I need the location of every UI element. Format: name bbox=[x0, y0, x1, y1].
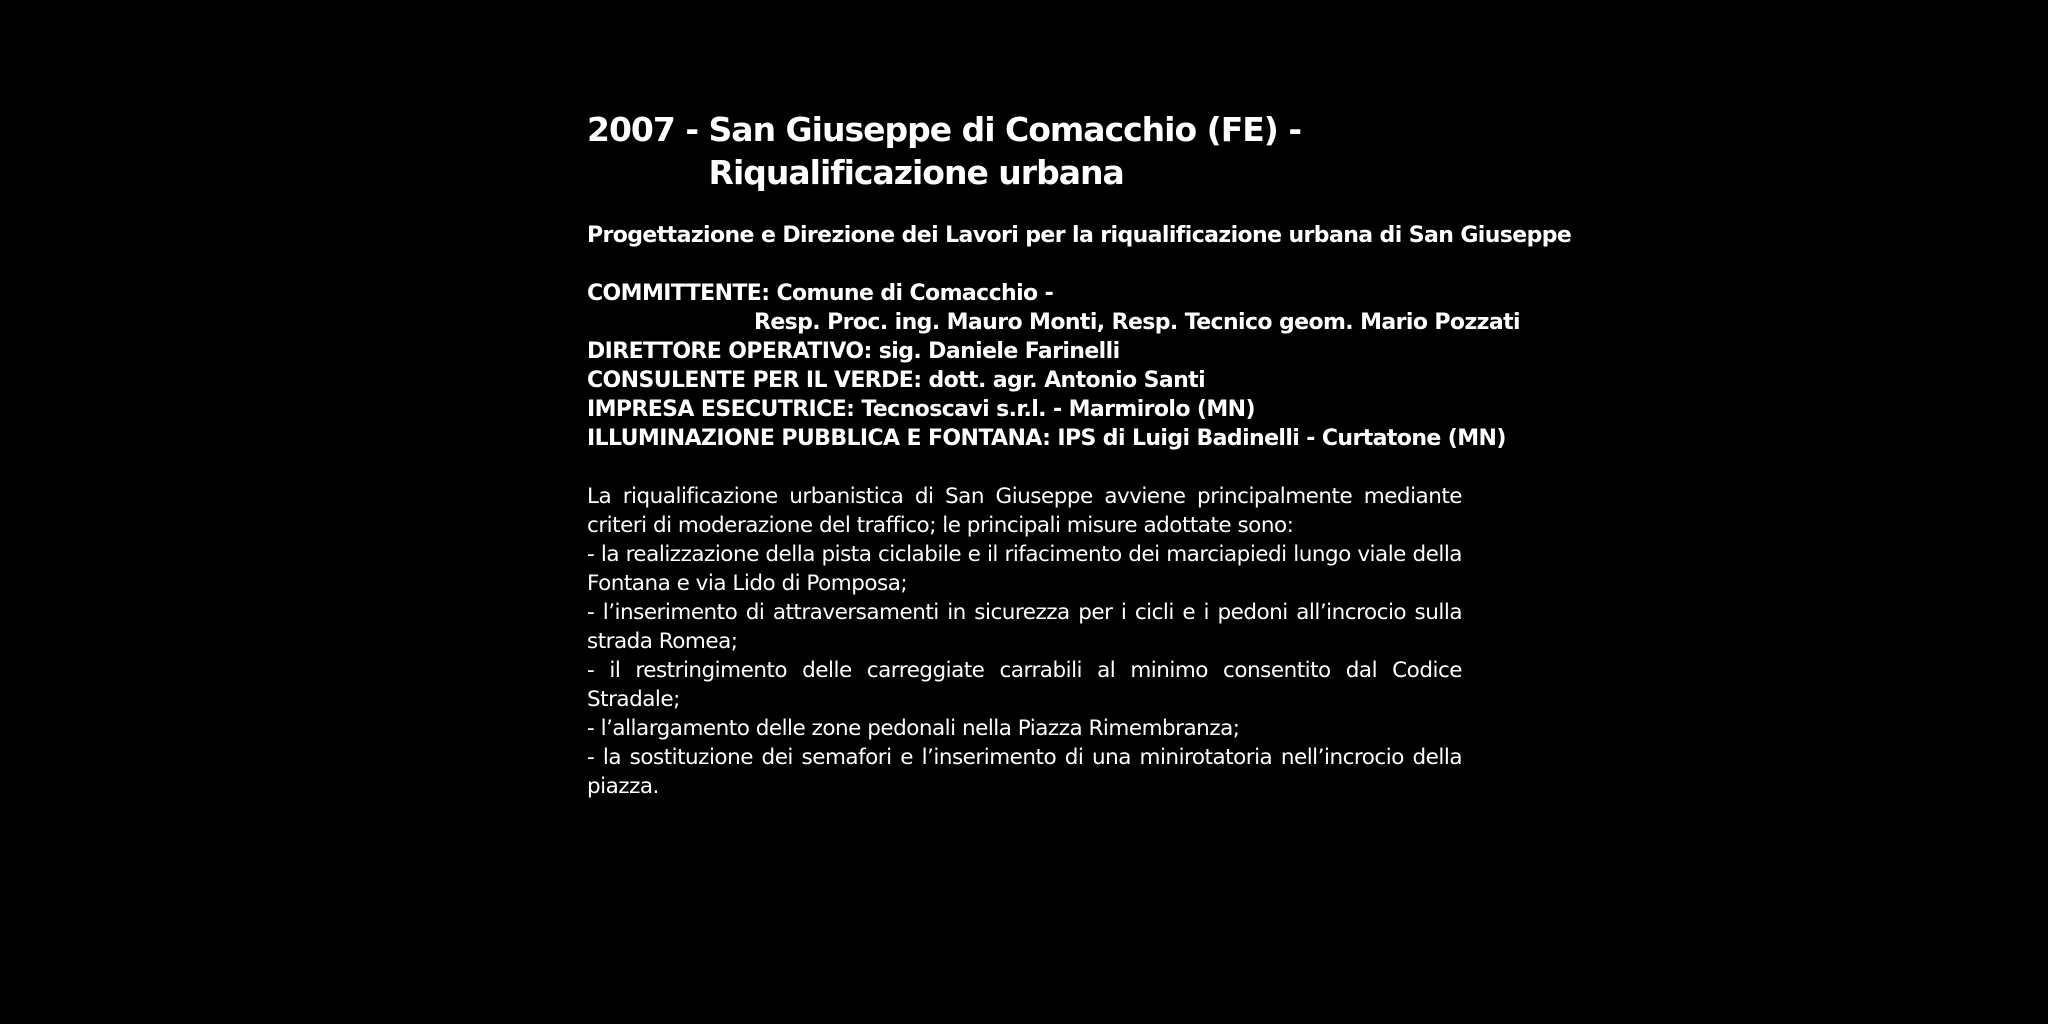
description-item: - l’allargamento delle zone pedonali nella Piazza Rimembranza; bbox=[587, 716, 1240, 741]
title-main bbox=[709, 108, 1302, 194]
credit-direttore: DIRETTORE OPERATIVO: sig. Daniele Farinelli bbox=[587, 339, 1120, 364]
credit-consulente: CONSULENTE PER IL VERDE: dott. agr. Antonio Santi bbox=[587, 368, 1206, 393]
title-line-1: San Giuseppe di Comacchio (FE) - bbox=[708, 110, 1302, 149]
project-subtitle: Progettazione e Direzione dei Lavori per la riqualificazione urbana di San Giuseppe bbox=[587, 223, 1572, 248]
description-item: - la realizzazione della pista ciclabile e il rifacimento dei marciapiedi lungo viale della Fontana e via Lido di Pomposa; bbox=[587, 542, 1462, 596]
credit-illuminazione: ILLUMINAZIONE PUBBLICA E FONTANA: IPS di Luigi Badinelli - Curtatone (MN) bbox=[587, 426, 1506, 451]
project-description bbox=[587, 482, 1462, 801]
description-item: - il restringimento delle carreggiate carrabili al minimo consentito dal Codice Stradale; bbox=[587, 658, 1462, 712]
description-item: - l’inserimento di attraversamenti in sicurezza per i cicli e i pedoni all’incrocio sulla strada Romea; bbox=[587, 600, 1462, 654]
title-line-2: Riqualificazione urbana bbox=[708, 153, 1124, 192]
credit-committente-detail: Resp. Proc. ing. Mauro Monti, Resp. Tecnico geom. Mario Pozzati bbox=[754, 310, 1520, 335]
credits-block bbox=[587, 279, 1520, 453]
title-year: 2007 - bbox=[587, 110, 709, 149]
credit-impresa: IMPRESA ESECUTRICE: Tecnoscavi s.r.l. - Marmirolo (MN) bbox=[587, 397, 1255, 422]
description-intro: La riqualificazione urbanistica di San Giuseppe avviene principalmente mediante criteri di moderazione del traffico; le principali misure adottate sono: bbox=[587, 484, 1462, 538]
page-title bbox=[587, 108, 1462, 194]
description-item: - la sostituzione dei semafori e l’inserimento di una minirotatoria nell’incrocio della piazza. bbox=[587, 745, 1462, 799]
credit-committente: COMMITTENTE: Comune di Comacchio - bbox=[587, 281, 1054, 306]
project-card bbox=[587, 108, 1572, 801]
